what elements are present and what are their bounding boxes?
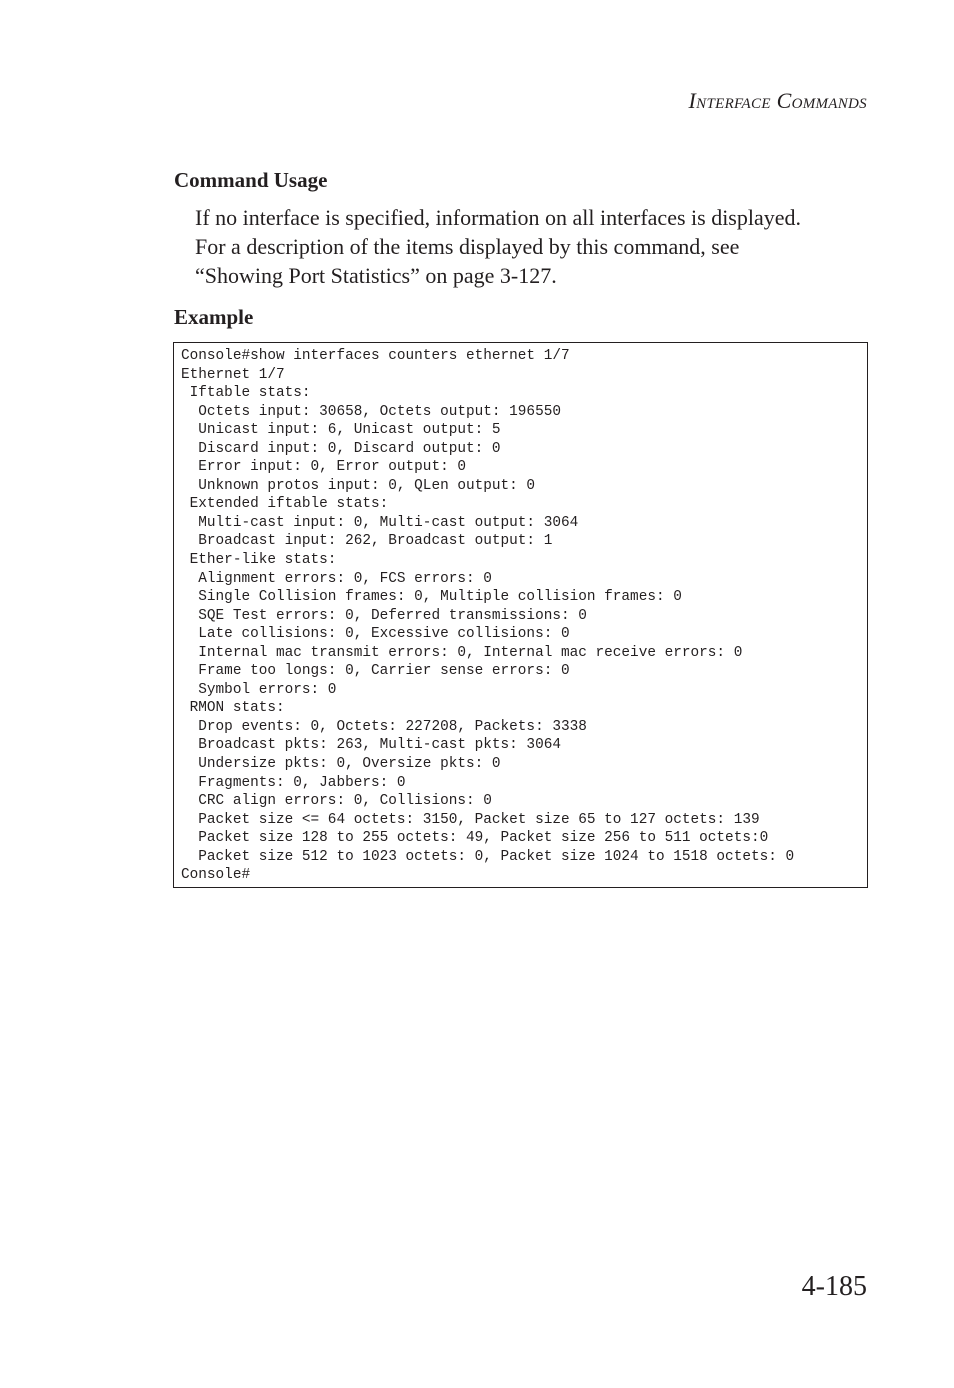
code-line: RMON stats: [181,700,285,717]
paragraph-line: “Showing Port Statistics” on page 3-127. [195,263,557,288]
code-line: Broadcast pkts: 263, Multi-cast pkts: 3064 [181,737,561,754]
code-line: Console# [181,867,251,884]
example-heading: Example [174,305,254,329]
running-header: Interface Commands [688,88,867,113]
code-line: Discard input: 0, Discard output: 0 [181,440,501,457]
code-line: Ethernet 1/7 [181,366,285,383]
command-usage-paragraph [195,203,875,290]
code-line: Packet size 128 to 255 octets: 49, Packet size 256 to 511 octets:0 [181,830,769,847]
code-line: Fragments: 0, Jabbers: 0 [181,774,406,791]
code-line: Symbol errors: 0 [181,681,337,698]
code-line: Extended iftable stats: [181,496,389,513]
code-line: Packet size <= 64 octets: 3150, Packet size 65 to 127 octets: 139 [181,811,760,828]
code-line: Undersize pkts: 0, Oversize pkts: 0 [181,756,501,773]
code-line: Frame too longs: 0, Carrier sense errors: 0 [181,663,570,680]
code-line: Unicast input: 6, Unicast output: 5 [181,422,501,439]
code-line: Packet size 512 to 1023 octets: 0, Packet size 1024 to 1518 octets: 0 [181,848,795,865]
code-line: Alignment errors: 0, FCS errors: 0 [181,570,492,587]
code-line: Multi-cast input: 0, Multi-cast output: 3064 [181,514,579,531]
code-line: Internal mac transmit errors: 0, Internal mac receive errors: 0 [181,644,743,661]
code-line: Broadcast input: 262, Broadcast output: 1 [181,533,553,550]
code-line: SQE Test errors: 0, Deferred transmissions: 0 [181,607,587,624]
code-line: Unknown protos input: 0, QLen output: 0 [181,477,536,494]
paragraph-line: For a description of the items displayed by this command, see [195,234,740,259]
code-line: Ether-like stats: [181,552,337,569]
code-line: Iftable stats: [181,385,311,402]
example-code-block [173,342,868,888]
code-line: Console#show interfaces counters ethernet 1/7 [181,348,570,364]
code-line: Late collisions: 0, Excessive collisions: 0 [181,626,570,643]
command-usage-heading: Command Usage [174,168,328,192]
code-line: Error input: 0, Error output: 0 [181,459,466,476]
paragraph-line: If no interface is specified, information on all interfaces is displayed. [195,205,802,230]
code-line: Drop events: 0, Octets: 227208, Packets: 3338 [181,718,587,735]
page-number: 4-185 [801,1271,867,1302]
code-line: Octets input: 30658, Octets output: 196550 [181,403,561,420]
code-line: CRC align errors: 0, Collisions: 0 [181,793,492,810]
code-line: Single Collision frames: 0, Multiple collision frames: 0 [181,589,682,606]
